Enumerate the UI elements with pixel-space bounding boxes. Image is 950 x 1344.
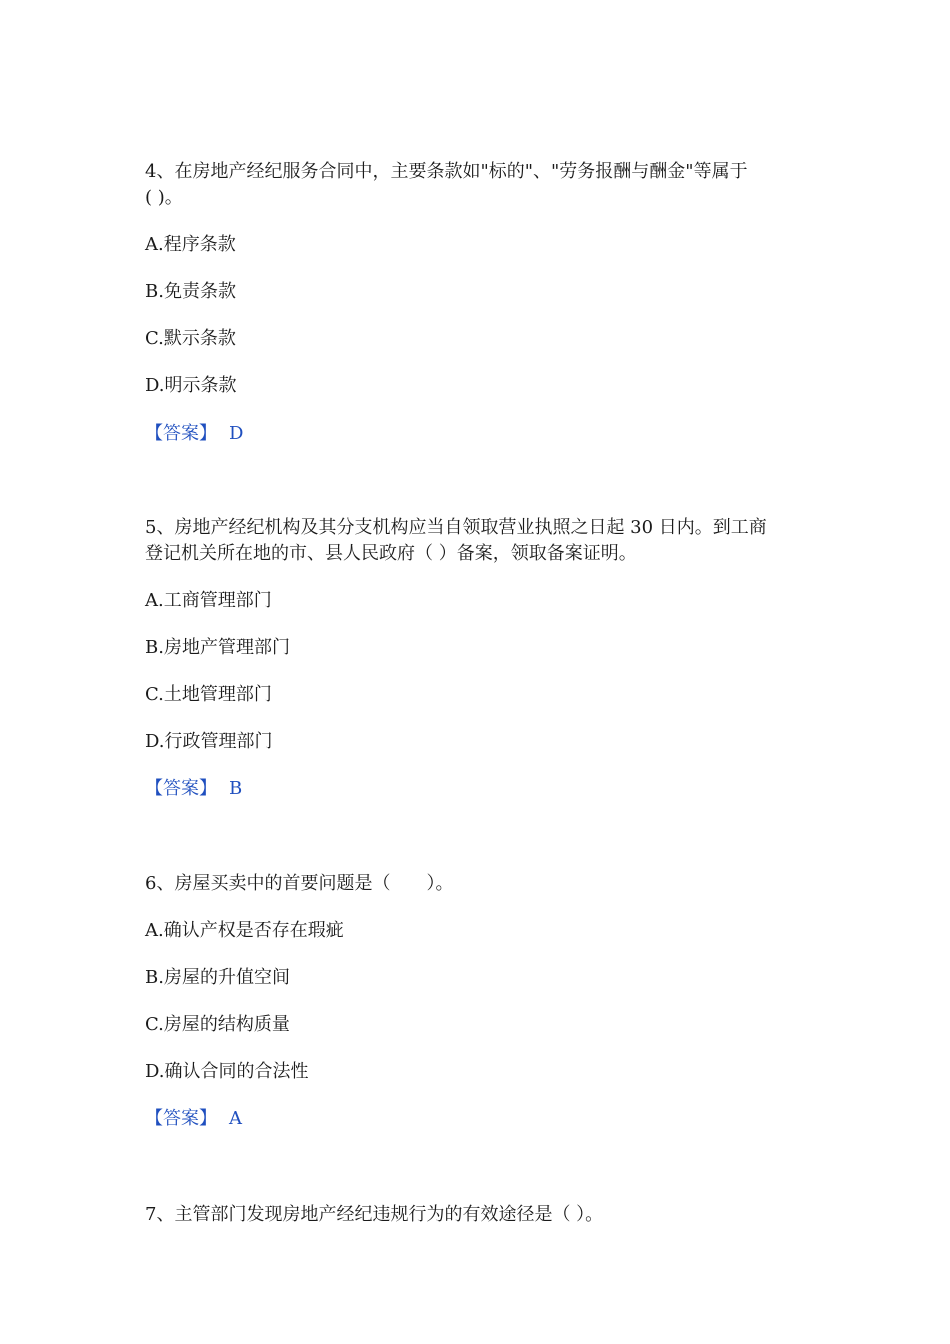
answer-label: 【答案】 xyxy=(145,423,217,444)
question-7-stem: 7、主管部门发现房地产经纪违规行为的有效途径是（ ）。 xyxy=(145,1204,604,1225)
question-4-answer xyxy=(145,422,243,446)
question-6-answer xyxy=(145,1107,242,1131)
question-4-stem: 4、在房地产经纪服务合同中，主要条款如"标的"、"劳务报酬与酬金"等属于 xyxy=(145,161,748,182)
question-5-option-a: A.工商管理部门 xyxy=(145,590,272,611)
answer-value: D xyxy=(229,423,244,444)
question-6-option-c: C.房屋的结构质量 xyxy=(145,1014,290,1035)
answer-value: B xyxy=(229,778,243,799)
question-4-option-b: B.免责条款 xyxy=(145,281,236,302)
question-5-stem-cont: 登记机关所在地的市、县人民政府（ ）备案，领取备案证明。 xyxy=(145,543,637,564)
question-5-stem: 5、房地产经纪机构及其分支机构应当自领取营业执照之日起 30 日内。到工商 xyxy=(145,517,767,538)
question-6-option-d: D.确认合同的合法性 xyxy=(145,1061,309,1082)
question-5-option-d: D.行政管理部门 xyxy=(145,731,273,752)
question-5-option-c: C.土地管理部门 xyxy=(145,684,272,705)
answer-label: 【答案】 xyxy=(145,1108,217,1129)
answer-value: A xyxy=(229,1108,242,1129)
answer-label: 【答案】 xyxy=(145,778,217,799)
question-5-answer xyxy=(145,777,242,801)
question-4-stem-cont: ( )。 xyxy=(145,187,183,208)
question-4-option-d: D.明示条款 xyxy=(145,375,237,396)
question-6-option-a: A.确认产权是否存在瑕疵 xyxy=(145,920,344,941)
question-6-stem: 6、房屋买卖中的首要问题是（ ）。 xyxy=(145,873,454,894)
question-4-option-a: A.程序条款 xyxy=(145,234,236,255)
question-6-option-b: B.房屋的升值空间 xyxy=(145,967,290,988)
question-4-option-c: C.默示条款 xyxy=(145,328,236,349)
question-5-option-b: B.房地产管理部门 xyxy=(145,637,290,658)
